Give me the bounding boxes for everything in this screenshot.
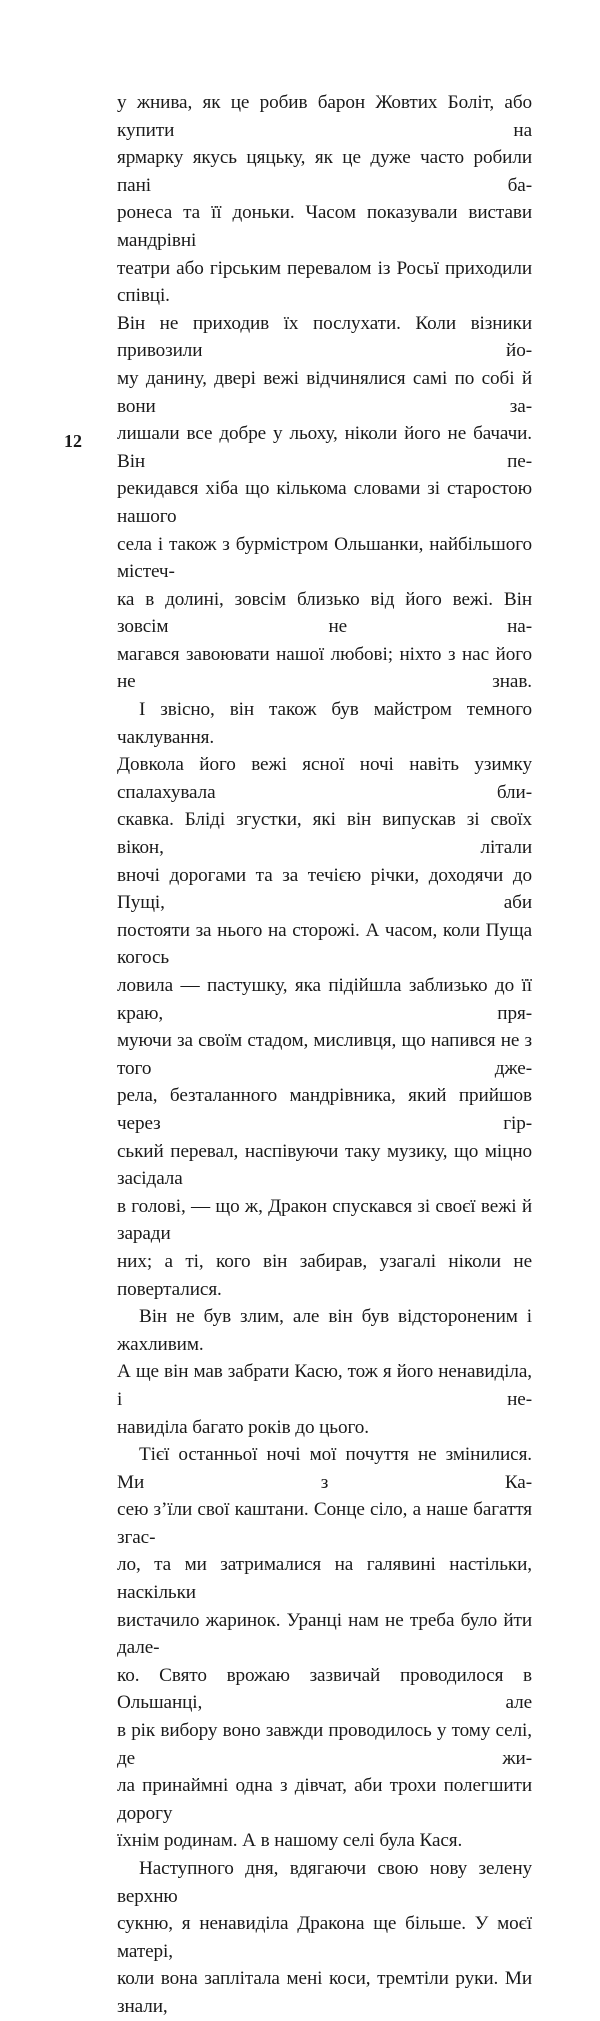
paragraph-line: ла принаймні одна з дівчат, аби трохи полегшити дорогу — [117, 1775, 532, 1824]
paragraph-line: ронеса та її доньки. Часом показували вистави мандрівні — [117, 202, 532, 251]
paragraph-line: в голові, — що ж, Дракон спускався зі своєї вежі й заради — [117, 1195, 532, 1245]
paragraph-line: ловила — пастушку, яка підійшла заблизько до її краю, пря- — [117, 975, 532, 1024]
paragraph-line: них; а ті, кого він забирав, узагалі ніколи не поверталися. — [117, 1250, 532, 1300]
paragraph-line: села і також з бурмістром Ольшанки, найбільшого містеч- — [117, 533, 532, 583]
paragraph-line: А ще він мав забрати Касю, тож я його ненавиділа, і не- — [117, 1361, 532, 1410]
paragraph-line: Тієї останньої ночі мої почуття не змінилися. Ми з Ка- — [117, 1444, 532, 1493]
paragraph-line: їхнім родинам. А в нашому селі була Кася. — [117, 1830, 463, 1852]
paragraph-line: муючи за своїм стадом, мисливця, що напився не з того дже- — [117, 1030, 532, 1079]
paragraph-line: навиділа багато років до цього. — [117, 1416, 369, 1438]
paragraph-line: коли вона заплітала мені коси, тремтіли руки. Ми знали, — [117, 1968, 532, 2017]
paragraph-line: лишали все добре у льоху, ніколи його не бачачи. Він пе- — [117, 423, 532, 472]
paragraph-line: ський перевал, наспівуючи таку музику, що міцно засідала — [117, 1140, 532, 1190]
paragraph-line: в рік вибору воно завжди проводилось у тому селі, де жи- — [117, 1720, 532, 1769]
paragraph-line: вистачило жаринок. Уранці нам не треба було йти дале- — [117, 1609, 532, 1659]
paragraph-line: ло, та ми затрималися на галявині настільки, наскільки — [117, 1554, 532, 1604]
paragraph-line: постояти за нього на сторожі. А часом, коли Пуща когось — [117, 919, 532, 969]
paragraph-line: ка в долині, зовсім близько від його вежі. Він зовсім не на- — [117, 588, 532, 638]
paragraph-line: рела, безталанного мандрівника, який прийшов через гір- — [117, 1085, 532, 1134]
paragraph-line: магався завоювати нашої любові; ніхто з нас його не знав. — [117, 643, 532, 693]
paragraph-line: ярмарку якусь цяцьку, як це дуже часто робили пані ба- — [117, 147, 532, 196]
body-text — [117, 89, 532, 2021]
paragraph-line: Довкола його вежі ясної ночі навіть узимку спалахувала бли- — [117, 754, 532, 803]
paragraph-line: у жнива, як це робив барон Жовтих Боліт, або купити на — [117, 92, 532, 141]
paragraph-line: І звісно, він також був майстром темного чаклування. — [117, 699, 532, 748]
paragraph-line: сукню, я ненавиділа Дракона ще більше. У моєї матері, — [117, 1913, 532, 1962]
paragraph-line: сею з’їли свої каштани. Сонце сіло, а наше багаття згас- — [117, 1499, 532, 1548]
paragraph-line: Він не був злим, але він був відстороненим і жахливим. — [117, 1306, 532, 1355]
paragraph-line: Він не приходив їх послухати. Коли візники привозили йо- — [117, 312, 532, 362]
paragraph-line: рекидався хіба що кількома словами зі старостою нашого — [117, 478, 532, 527]
paragraph-line: вночі дорогами та за течією річки, доходячи до Пущі, аби — [117, 864, 532, 914]
paragraph-line: театри або гірським перевалом із Росьї приходили співці. — [117, 257, 532, 307]
paragraph-line: му данину, двері вежі відчинялися самі по собі й вони за- — [117, 367, 532, 417]
paragraph-line: скавка. Бліді згустки, які він випускав зі своїх вікон, літали — [117, 809, 532, 859]
page-number: 12 — [64, 431, 82, 451]
paragraph-line: ко. Свято врожаю зазвичай проводилося в Ольшанці, але — [117, 1664, 532, 1714]
paragraph-line: Наступного дня, вдягаючи свою нову зелену верхню — [117, 1858, 532, 1907]
